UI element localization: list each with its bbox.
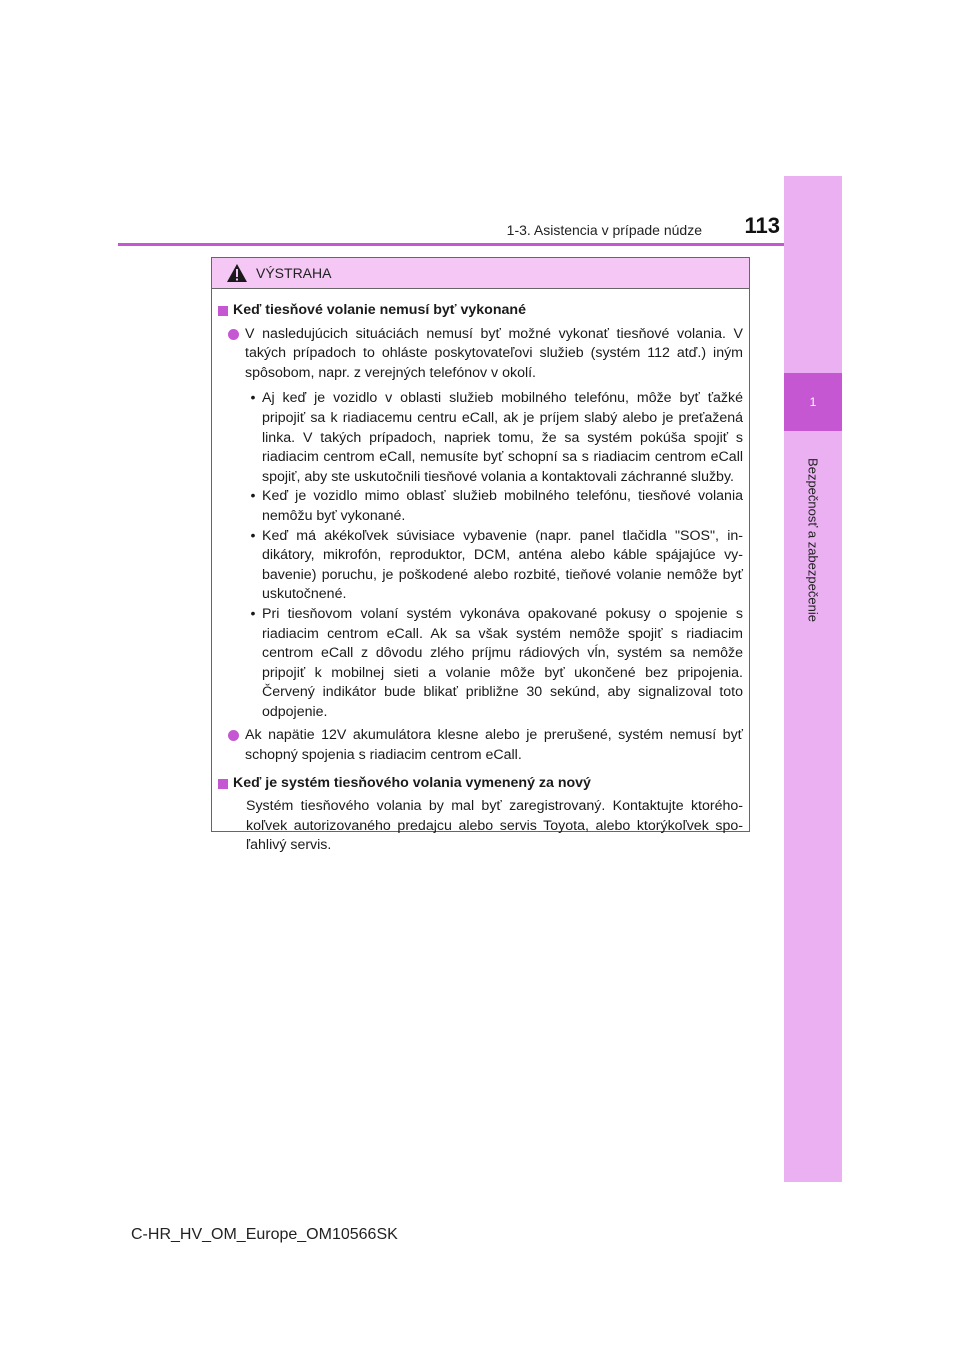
section-title: 1-3. Asistencia v prípade núdze <box>506 222 702 238</box>
chapter-title: Bezpečnosť a zabezpečenie <box>805 458 821 622</box>
bullet-icon: • <box>250 488 256 505</box>
list-item <box>244 527 743 605</box>
chapter-number-tab <box>784 373 842 431</box>
bullet-icon: • <box>250 527 256 544</box>
sub-list <box>244 389 743 722</box>
list-item <box>216 726 743 765</box>
chapter-number: 1 <box>809 395 817 409</box>
section2-text: Systém tiesňového volania by mal byť zaregistrovaný. Kontaktujte ktoréhokoľvek autorizovaného predajcu alebo servis Toyota, alebo ktorýkoľvek spoľahlivý servis. <box>246 798 743 854</box>
circle-bullet-icon <box>228 329 239 340</box>
list-item <box>244 487 743 526</box>
warning-box <box>211 257 750 854</box>
section1-heading <box>216 301 743 321</box>
section1-title: Keď tiesňové volanie nemusí byť vykonané <box>233 302 526 318</box>
warning-header <box>212 258 749 289</box>
document-code: C-HR_HV_OM_Europe_OM10566SK <box>131 1226 398 1243</box>
list-item <box>216 325 743 384</box>
section2-heading <box>216 774 743 794</box>
list-item <box>244 605 743 723</box>
sub-item-text: Keď má akékoľvek súvisiace vybavenie (napr. panel tlačidla "SOS", indikátory, mikrofón, reproduktor, DCM, anténa alebo káble spájajúce vybavenie) poruchu, je poškodené alebo rozbité, tieňové volanie nemôže byť uskutočnené. <box>262 527 743 603</box>
list-item <box>244 389 743 487</box>
bullet-icon: • <box>250 605 256 622</box>
section2-title: Keď je systém tiesňového volania vymenený za nový <box>233 774 591 791</box>
header-rule <box>118 243 784 246</box>
sub-item-text: Pri tiesňovom volaní systém vykonáva opakované pokusy o spojenie s riadiacim centrom eCall. Ak sa však systém nemôže spojiť s riadiacim centrom eCall z dôvodu zlého príjmu rádiových vĺn, systém sa nemôže pripojiť k mobilnej sieti a volanie môže byť ukončené bez pripojenia. Červený indikátor bude blikať približne 30 sekúnd, aby signalizoval toto odpojenie. <box>262 605 743 720</box>
circle-bullet-icon <box>228 730 239 741</box>
chapter-side-tab <box>784 176 842 1182</box>
bullet-icon: • <box>250 390 256 407</box>
item1-text: V nasledujúcich situáciách nemusí byť možné vykonať tiesňové volania. V takých prípadoch to ohláste poskytovateľovi služieb (systém 112 atď.) iným spôsobom, napr. z verejných telefónov v okolí. <box>245 325 743 381</box>
page-number: 113 <box>744 213 780 238</box>
sub-item-text: Keď je vozidlo mimo oblasť služieb mobilného telefónu, tiesňové volania nemôžu byť vykonané. <box>262 488 743 524</box>
chapter-title-wrap <box>784 430 842 650</box>
item2-text: Ak napätie 12V akumulátora klesne alebo je prerušené, systém nemusí byť schopný spojenia s riadiacim centrom eCall. <box>245 727 743 764</box>
square-bullet-icon <box>218 306 228 316</box>
sub-item-text: Aj keď je vozidlo v oblasti služieb mobilného telefónu, môže byť ťažké pripojiť sa k riadiacemu centru eCall, ak je príjem slabý alebo je preťažená linka. V takých prípadoch, napriek tomu, že sa systém pokúša spojiť s riadiacim centrom eCall, nemusíte byť schopní sa s riadiacim centrom eCall spojiť, aby ste uskutočnili tiesňové volania a kontaktovali záchranné služby. <box>262 390 743 485</box>
warning-triangle-icon <box>226 263 248 283</box>
square-bullet-icon <box>218 779 228 789</box>
warning-body <box>212 289 749 856</box>
warning-label: VÝSTRAHA <box>256 265 332 281</box>
